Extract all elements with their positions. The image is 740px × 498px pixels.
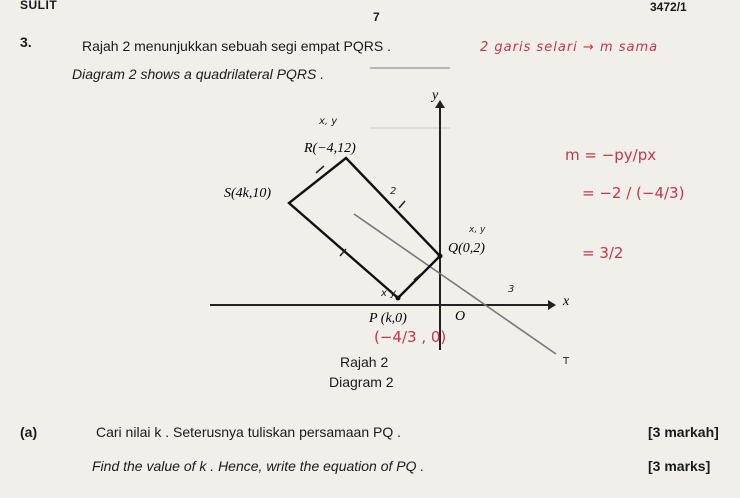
question-number: 3. [20,34,32,50]
annotation-mark-2: 2 [390,186,397,197]
annotation-p-xy: x y [381,288,397,299]
handwritten-p-coordinate: (−4/3 , 0) [374,328,447,346]
origin-label: O [455,309,466,324]
annotation-r-xy: x, y [319,116,338,127]
point-q [438,254,443,259]
paper-code: 3472/1 [650,0,687,14]
part-a-label: (a) [20,424,38,440]
page-number: 7 [373,10,380,24]
label-r: R(−4,12) [304,141,356,156]
part-a-marks-en: [3 marks] [648,458,711,474]
diagram-caption-ms: Rajah 2 [340,354,389,370]
handwritten-gradient-result: = 3/2 [582,244,624,262]
diagram-caption-en: Diagram 2 [329,374,394,390]
handwritten-gradient-formula: m = −py/px [565,146,657,164]
x-axis-label: x [563,294,570,309]
handwritten-parallel-note: 2 garis selari → m sama [480,40,659,55]
x-axis-arrow [548,300,556,310]
part-a-text-ms: Cari nilai k . Seterusnya tuliskan persamaan PQ . [96,424,402,440]
handwritten-gradient-step: = −2 / (−4/3) [582,184,685,202]
tick-mark [316,166,324,173]
label-q: Q(0,2) [448,241,485,256]
y-axis-label: y [432,88,439,103]
label-p: P (k,0) [369,311,407,326]
part-a-marks-ms: [3 markah] [648,424,719,440]
question-text-en: Diagram 2 shows a quadrilateral PQRS . [72,66,325,82]
label-s: S(4k,10) [224,186,272,201]
annotation-mark-t: T [563,356,570,367]
part-a-text-en: Find the value of k . Hence, write the equation of PQ . [92,458,425,474]
annotation-q-xy: x, y [469,225,486,235]
question-text-ms: Rajah 2 menunjukkan sebuah segi empat PQRS . [82,38,391,54]
annotation-mark-3: 3 [508,284,515,295]
header-sulit: SULIT [20,0,58,12]
point-p [396,296,401,301]
tick-mark [399,201,405,208]
